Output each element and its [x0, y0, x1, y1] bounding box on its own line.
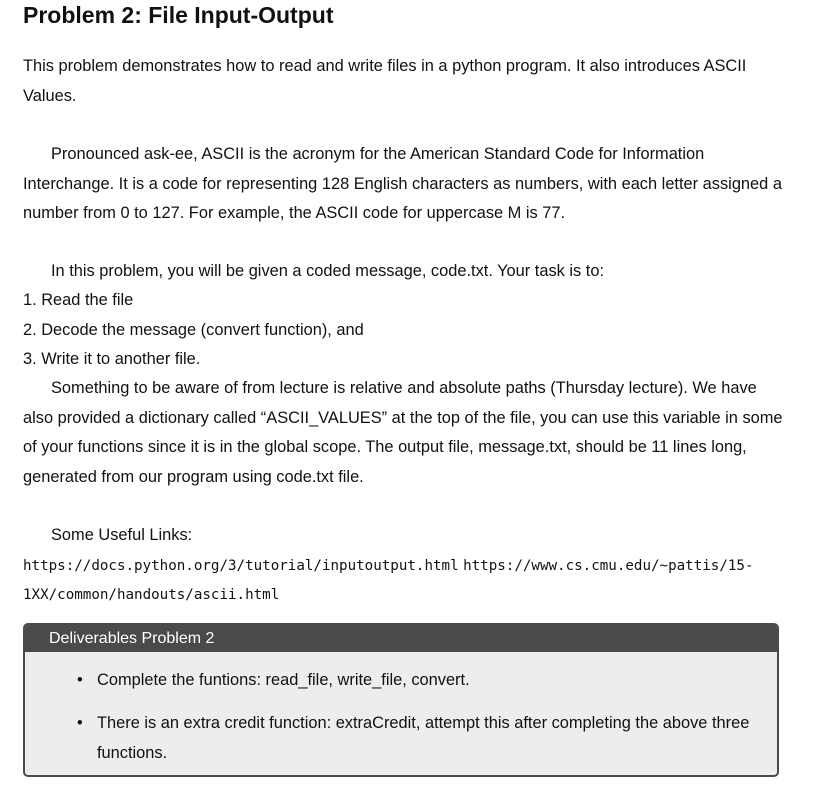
list-item: 1. Read the file: [23, 291, 134, 309]
notes-paragraph: Something to be aware of from lecture is relative and absolute paths (Thursday lecture). We have also provided a dictionary called “ASCII_VALUES” at the top of the file, you can use this variable in some of your functions since it is in the global scope. The output file, message.txt, should be 11 lines long, generated from our program using code.txt file.: [23, 379, 783, 486]
deliverables-list: [77, 665, 757, 777]
useful-links-label: Some Useful Links:: [51, 526, 193, 544]
list-item: 3. Write it to another file.: [23, 350, 201, 368]
deliverables-title: Deliverables Problem 2: [25, 625, 777, 652]
deliverable-text: There is an extra credit function: extraCredit, attempt this after completing the above three functions.: [97, 714, 750, 762]
bullet-icon: •: [77, 714, 83, 732]
list-item: 2. Decode the message (convert function), and: [23, 320, 364, 339]
useful-links: [23, 552, 793, 609]
deliverables-box: [23, 623, 779, 777]
link-python-docs[interactable]: https://docs.python.org/3/tutorial/inputoutput.html: [23, 558, 459, 574]
intro-paragraph: This problem demonstrates how to read and write files in a python program. It also introduces ASCII Values.: [23, 57, 747, 105]
task-intro-paragraph: In this problem, you will be given a coded message, code.txt. Your task is to:: [51, 262, 605, 280]
deliverable-text: Complete the funtions: read_file, write_file, convert.: [97, 671, 470, 689]
link-ascii-handout[interactable]: https://www.cs.cmu.edu/~pattis/15-1XX/common/handouts/ascii.html: [23, 558, 754, 603]
bullet-icon: •: [77, 671, 83, 689]
list-item: [77, 665, 757, 695]
list-item: [77, 708, 757, 768]
page-title: Problem 2: File Input-Output: [23, 2, 334, 28]
ascii-paragraph: Pronounced ask-ee, ASCII is the acronym for the American Standard Code for Information Interchange. It is a code for representing 128 English characters as numbers, with each letter assigned a number from 0 to 127. For example, the ASCII code for uppercase M is 77.: [23, 145, 782, 222]
task-steps-list: [23, 286, 783, 375]
